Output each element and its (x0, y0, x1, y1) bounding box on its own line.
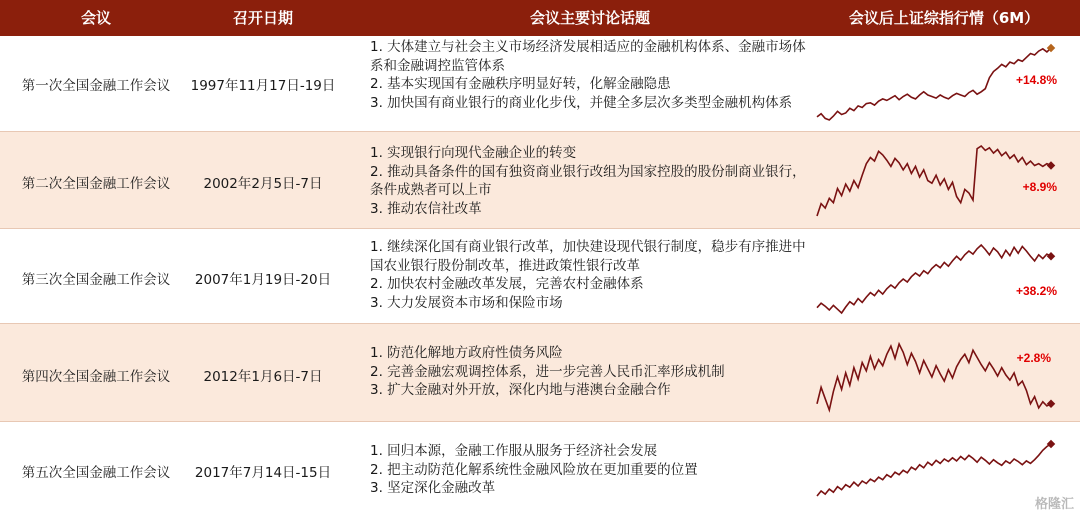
market-chart (813, 40, 1075, 128)
topic-list (370, 442, 810, 498)
topic-list (370, 344, 810, 400)
index-line (817, 146, 1051, 216)
market-chart (813, 336, 1075, 418)
topic-item: 1. 防范化解地方政府性债务风险 (370, 345, 563, 361)
header-date: 召开日期 (232, 9, 293, 27)
change-label: +2.8% (1016, 351, 1051, 365)
end-marker (1047, 161, 1055, 169)
topic-item: 3. 推动农信社改革 (370, 200, 482, 217)
meeting-name: 第五次全国金融工作会议 (21, 465, 171, 481)
topic-item: 3. 加快国有商业银行的商业化步伐，并健全多层次多类型金融机构体系 (370, 94, 793, 111)
header-topics: 会议主要讨论话题 (529, 9, 650, 27)
topic-item: 2. 基本实现国有金融秩序明显好转，化解金融隐患 (370, 76, 671, 92)
meeting-name: 第一次全国金融工作会议 (21, 78, 171, 94)
index-line (817, 245, 1051, 313)
topic-item: 2. 把主动防范化解系统性金融风险放在更加重要的位置 (370, 461, 698, 478)
topic-item: 2. 推动具备条件的国有独资商业银行改组为国家控股的股份制商业银行，条件成熟者可以上市 (370, 163, 806, 198)
sparkline-svg (813, 336, 1075, 418)
market-chart (813, 237, 1075, 321)
sparkline-svg (813, 237, 1075, 321)
index-line (817, 444, 1051, 496)
topic-item: 1. 继续深化国有商业银行改革，加快建设现代银行制度，稳步有序推进中国农业银行股份制改革，推进政策性银行改革 (370, 239, 806, 274)
topic-item: 3. 坚定深化金融改革 (370, 480, 496, 496)
meeting-name: 第二次全国金融工作会议 (21, 176, 171, 192)
header-meeting: 会议 (80, 9, 111, 27)
table-row (0, 324, 1080, 421)
table-row (0, 36, 1080, 131)
topic-item: 1. 大体建立与社会主义市场经济发展相适应的金融机构体系、金融市场体系和金融调控监管体系 (370, 39, 806, 74)
topic-list (370, 38, 810, 112)
table-row (0, 422, 1080, 516)
meeting-date: 2007年1月19日-20日 (194, 272, 332, 288)
topic-list (370, 238, 810, 312)
table-header (0, 0, 1080, 36)
end-marker (1047, 400, 1055, 408)
sparkline-svg (813, 40, 1075, 128)
table-row (0, 132, 1080, 228)
meeting-date: 2012年1月6日-7日 (203, 369, 323, 385)
topic-item: 1. 回归本源，金融工作服从服务于经济社会发展 (370, 443, 658, 459)
topic-item: 2. 加快农村金融改革发展，完善农村金融体系 (370, 276, 644, 292)
topic-item: 3. 扩大金融对外开放，深化内地与港澳台金融合作 (370, 382, 671, 398)
meeting-name: 第三次全国金融工作会议 (21, 272, 171, 288)
topic-item: 1. 实现银行向现代金融企业的转变 (370, 145, 577, 161)
topic-item: 3. 大力发展资本市场和保险市场 (370, 294, 563, 311)
end-marker (1047, 440, 1055, 448)
table-row (0, 229, 1080, 323)
change-label: +14.8% (1015, 73, 1057, 87)
topic-item: 2. 完善金融宏观调控体系，进一步完善人民币汇率形成机制 (370, 363, 725, 380)
meeting-date: 2002年2月5日-7日 (203, 176, 323, 192)
market-chart (813, 138, 1075, 224)
sparkline-svg (813, 138, 1075, 224)
end-marker (1047, 252, 1055, 260)
change-label: +8.9% (1022, 180, 1057, 194)
watermark-logo: 格隆汇 (1034, 497, 1074, 512)
meeting-date: 2017年7月14日-15日 (194, 465, 332, 481)
topic-list (370, 144, 810, 218)
header-market: 会议后上证综指行情（6M） (848, 9, 1040, 27)
change-label: +38.2% (1015, 284, 1057, 298)
meeting-name: 第四次全国金融工作会议 (21, 369, 171, 385)
meeting-date: 1997年11月17日-19日 (190, 78, 336, 94)
